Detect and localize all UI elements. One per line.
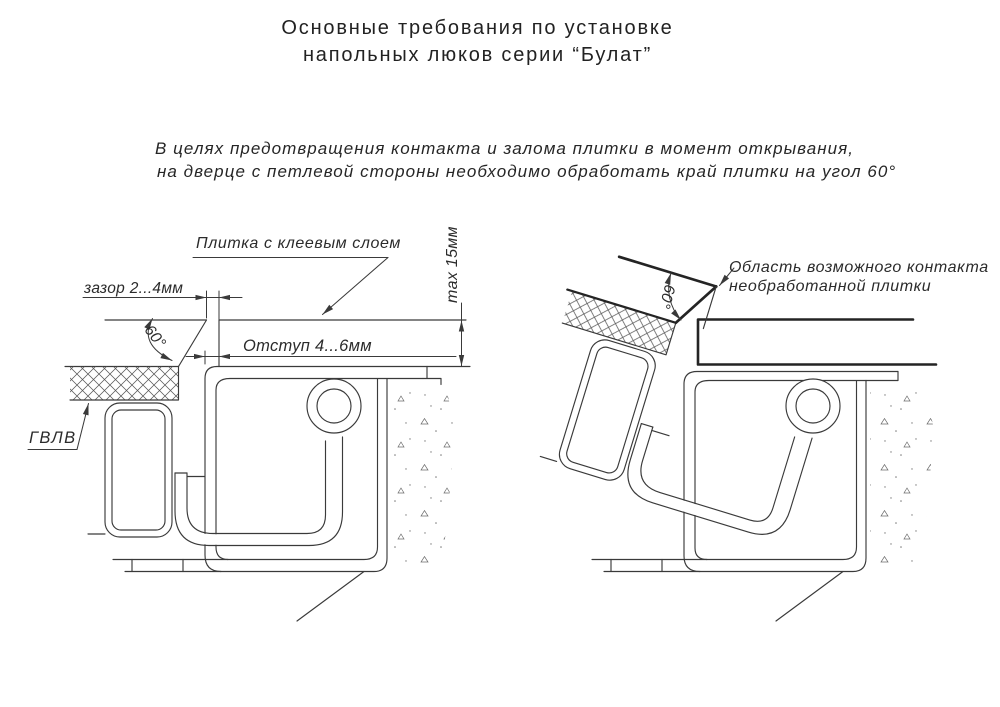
frame-bottom-ticks	[132, 560, 183, 572]
max-thickness-dimension-text: max 15мм	[444, 226, 461, 303]
note-line-1: В целях предотвращения контакта и залома плитки в момент открывания,	[155, 139, 855, 158]
fixed-tile-contact	[698, 320, 936, 365]
bevel-angle-text-right: 60°	[655, 282, 678, 311]
offset-dimension-text: Отступ 4...6мм	[243, 337, 372, 355]
right-diagram	[515, 245, 936, 621]
title-line-2: напольных люков серии “Булат”	[302, 44, 653, 66]
gvl-label: ГВЛВ	[29, 429, 77, 447]
note-line-2: на дверце с петлевой стороны необходимо обработать край плитки на угол 60°	[157, 162, 897, 181]
break-line	[297, 572, 364, 622]
title-line-1: Основные требования по установке	[281, 17, 674, 39]
break-line	[776, 572, 843, 622]
gvl-leader	[77, 404, 89, 450]
hinge-pivot-outer	[786, 379, 840, 433]
contact-area-label-line-1: Область возможного контакта	[729, 259, 989, 276]
ext-lines	[205, 291, 219, 364]
frame-bottom-flange	[113, 560, 228, 572]
tile-label-leader	[323, 258, 389, 315]
tile-with-adhesive-label: Плитка с клеевым слоем	[196, 235, 401, 252]
sheet-title	[0, 15, 955, 69]
concrete-hatch	[870, 386, 934, 568]
left-diagram	[28, 258, 470, 622]
bevel-angle-text-left: 60°	[140, 322, 169, 352]
contact-area-label-line-2: необработанной плитки	[729, 278, 932, 295]
gap-dimension-text: зазор 2...4мм	[84, 280, 184, 297]
concrete-hatch	[391, 386, 455, 568]
frame-step	[423, 367, 441, 385]
frame-bottom-ticks	[611, 560, 662, 572]
hinge-pivot-outer	[307, 379, 361, 433]
